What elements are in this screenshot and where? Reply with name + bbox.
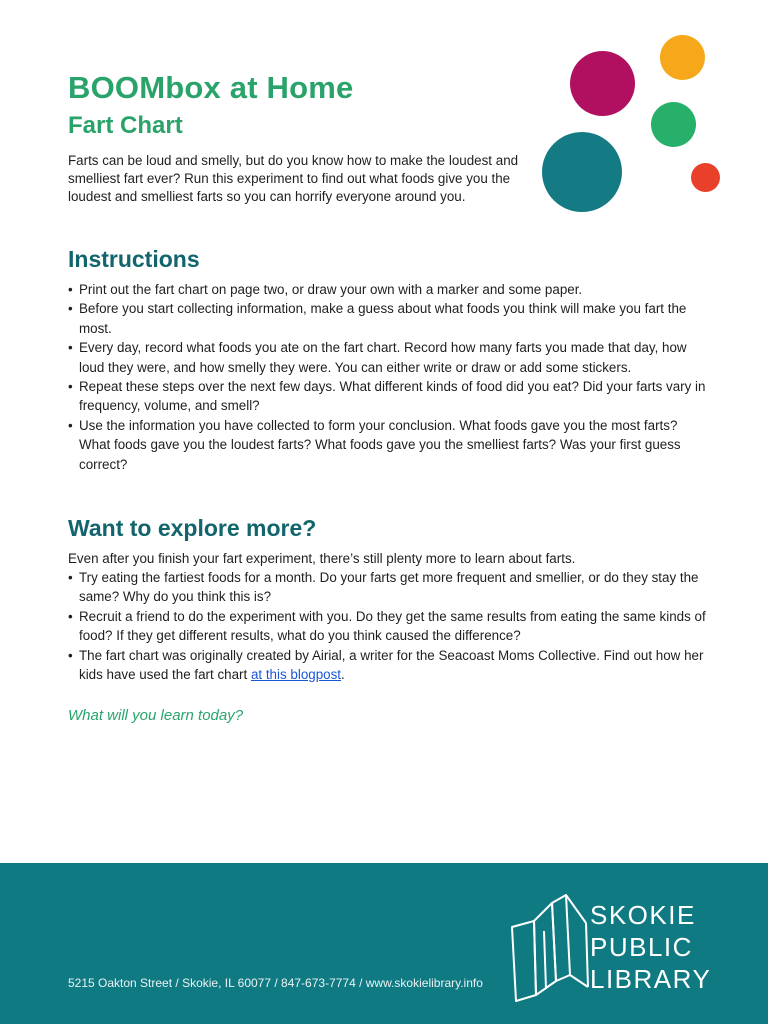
blogpost-link[interactable]: at this blogpost	[250, 667, 342, 683]
list-item: • Repeat these steps over the next few days. What different kinds of food did you eat? Did your farts vary in frequency, volume, and smell?	[68, 379, 706, 414]
explore-intro: Even after you finish your fart experiment, there’s still plenty more to learn about farts.	[68, 551, 576, 566]
bullet-icon: •	[68, 301, 73, 317]
explore-list	[68, 568, 708, 684]
logo-line-library: LIBRARY	[590, 964, 712, 994]
library-book-logo-icon	[508, 893, 590, 1003]
library-logo-text	[590, 899, 711, 995]
bullet-icon: •	[68, 340, 73, 356]
red-circle-decoration	[691, 163, 720, 192]
list-item: • Try eating the fartiest foods for a month. Do your farts get more frequent and smellier, or do they stay the same? Why do you think this is?	[68, 570, 699, 605]
list-item: • The fart chart was originally created by Airial, a writer for the Seacoast Moms Collective. Find out how her kids have used the fart chart at this blogpost.	[68, 647, 704, 683]
bullet-icon: •	[68, 417, 73, 433]
page-title: BOOMbox at Home	[68, 70, 354, 105]
bullet-icon: •	[68, 282, 73, 297]
teal-circle-decoration	[542, 132, 622, 212]
intro-paragraph: Farts can be loud and smelly, but do you know how to make the loudest and smelliest fart ever? Run this experiment to find out what foods give you the loudest and smelliest farts so you can horrify everyone around you.	[68, 153, 519, 204]
bullet-icon: •	[68, 608, 73, 624]
list-item: • Before you start collecting information, make a guess about what foods you think will make you fart the most.	[68, 301, 687, 336]
list-item: • Recruit a friend to do the experiment with you. Do they get the same results from eating the same kinds of food? If they get different results, what do you think caused the difference?	[68, 608, 706, 644]
tagline: What will you learn today?	[68, 707, 244, 724]
logo-line-public: PUBLIC	[590, 932, 693, 962]
magenta-circle-decoration	[570, 51, 635, 116]
footer-address: 5215 Oakton Street / Skokie, IL 60077 / 847-673-7774 / www.skokielibrary.info	[68, 976, 483, 990]
instructions-heading: Instructions	[68, 246, 200, 272]
list-item: • Use the information you have collected to form your conclusion. What foods gave you the most farts? What foods gave you the loudest farts? What foods gave you the smelliest farts? Was your first guess correct?	[68, 417, 681, 472]
bullet-icon: •	[68, 647, 73, 663]
green-circle-decoration	[651, 102, 696, 147]
explore-heading: Want to explore more?	[68, 515, 317, 541]
instructions-list	[68, 280, 708, 474]
list-item: • Print out the fart chart on page two, or draw your own with a marker and some paper.	[68, 280, 708, 299]
yellow-circle-decoration	[660, 35, 705, 80]
list-item: • Every day, record what foods you ate on the fart chart. Record how many farts you made that day, how loud they were, and how smelly they were. You can either write or draw or add some stickers.	[68, 340, 687, 375]
bullet-icon: •	[68, 570, 73, 585]
logo-line-skokie: SKOKIE	[590, 900, 696, 930]
footer-band	[0, 863, 768, 1024]
bullet-icon: •	[68, 379, 73, 395]
page-subtitle: Fart Chart	[68, 112, 183, 139]
